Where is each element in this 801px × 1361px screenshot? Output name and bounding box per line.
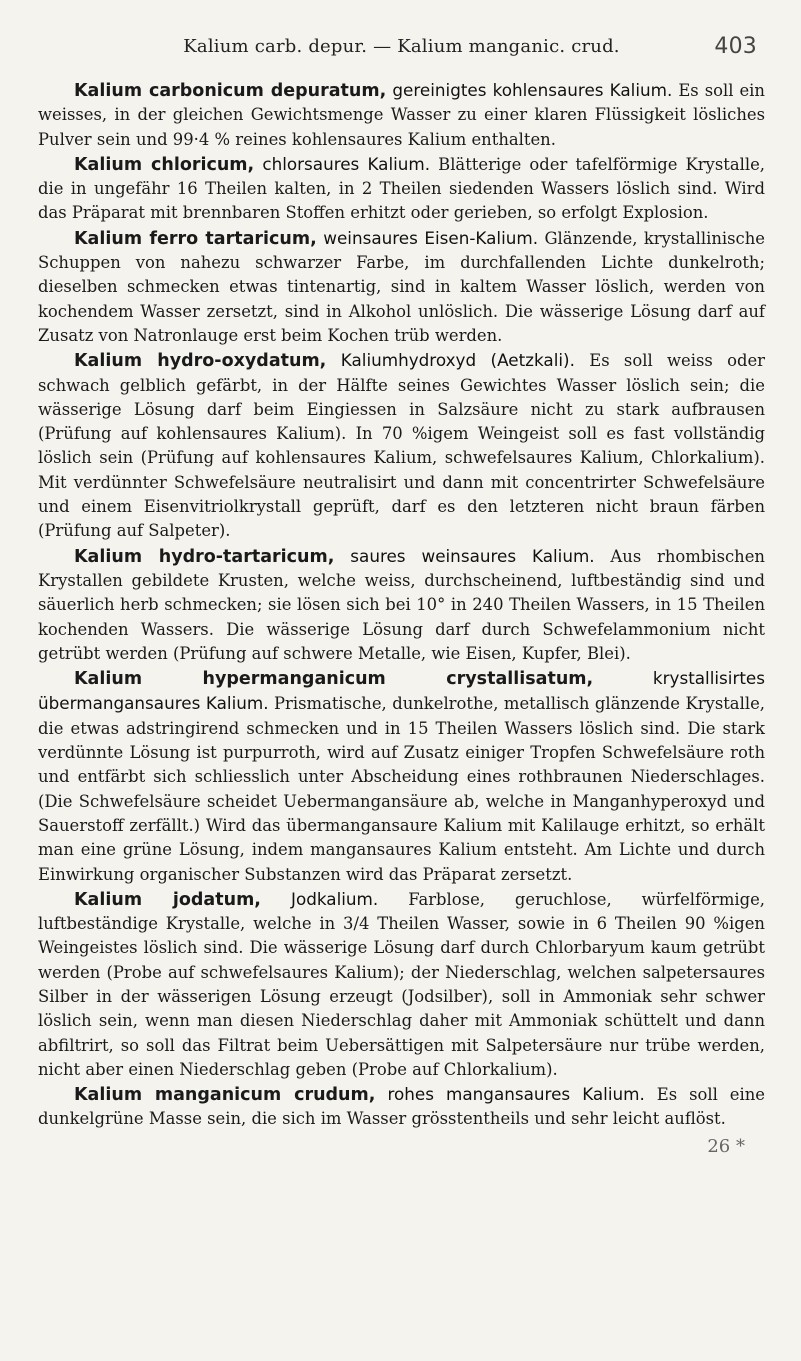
entry-text: Es soll eine dunkelgrüne Masse sein, die sich im Wasser grösstentheils und sehr leicht auflöst.	[38, 1085, 765, 1129]
entry-german-name: rohes mangansaures Kalium.	[375, 1084, 645, 1105]
entry-text: Glänzende, krystallinische Schuppen von nahezu schwarzer Farbe, im durchfallenden Lichte dunkelroth; dieselben schmecken etwas tintenartig, sind in kaltem Wasser löslich, werden von kochendem Wasser zersetzt, sind in Alkohol unlöslich. Die wässerige Lösung darf auf Zusatz von Natronlauge erst beim Kochen trüb werden.	[38, 228, 765, 345]
page-number: 403	[714, 34, 757, 59]
entry-title: Kalium jodatum,	[74, 889, 261, 910]
entry-german-name: Jodkalium.	[260, 888, 379, 909]
entry-title: Kalium hydro-oxydatum,	[74, 351, 327, 372]
entry-german-name: chlorsaures Kalium.	[254, 153, 431, 174]
entry	[38, 348, 765, 543]
entry-text: Es soll ein weisses, in der gleichen Gewichtsmenge Wasser zu einer klaren Flüssigkeit lösliches Pulver sein und 99·4 % reines kohlensaures Kalium enthalten.	[38, 81, 765, 149]
entry-title: Kalium hydro-tartaricum,	[74, 546, 335, 567]
entry-german-name: krystallisirtes übermangansaures Kalium.	[38, 668, 765, 714]
entries-list	[38, 78, 765, 1132]
entry-title: Kalium carbonicum depuratum,	[74, 81, 387, 101]
entry-text: Es soll weiss oder schwach gelblich gefärbt, in der Hälfte seines Gewichtes Wasser löslich sein; die wässerige Lösung darf beim Eingiessen in Salzsäure nicht zu stark aufbrausen (Prüfung auf kohlensaures Kalium). In 70 %igem Weingeist soll es fast vollständig löslich sein (Prüfung auf kohlensaures Kalium, schwefelsaures Kalium, Chlorkalium). Mit verdünnter Schwefelsäure neutralisirt und dann mit concentrirter Schwefelsäure und einem Eisenvitriolkrystall geprüft, darf es den letzteren nicht braun färben (Prüfung auf Salpeter).	[38, 351, 766, 541]
entry-title: Kalium hypermanganicum crystallisatum,	[74, 669, 594, 690]
entry	[38, 1082, 765, 1132]
entry	[38, 887, 765, 1082]
signature-mark: 26 *	[707, 1135, 745, 1157]
entry	[38, 226, 765, 348]
entry-text: Farblose, geruchlose, würfelförmige, luftbeständige Krystalle, welche in 3/4 Theilen Wasser, sowie in 6 Theilen 90 %igen Weingeistes löslich sind. Die wässerige Lösung darf durch Chlorbaryum kaum getrübt werden (Probe auf schwefelsaures Kalium); der Niederschlag, welchen salpetersaures Silber in der wässerigen Lösung erzeugt (Jodsilber), soll in Ammoniak sehr schwer löslich sein, wenn man diesen Niederschlag daher mit Ammoniak schüttelt und dann abfiltrirt, so soll das Filtrat beim Uebersättigen mit Salpetersäure nur trübe werden, nicht aber einen Niederschlag geben (Probe auf Chlorkalium).	[38, 889, 766, 1079]
entry-text: Prismatische, dunkelrothe, metallisch glänzende Krystalle, die etwas adstringirend schmecken und in 15 Theilen Wassers löslich sind. Die stark verdünnte Lösung ist purpurroth, wird auf Zusatz einiger Tropfen Schwefelsäure roth und entfärbt sich schliesslich unter Abscheidung eines rothbraunen Niederschlages. (Die Schwefelsäure scheidet Uebermangansäure ab, welche in Manganhyperoxyd und Sauerstoff zerfällt.) Wird das übermangansaure Kalium mit Kalilauge erhitzt, so erhält man eine grüne Lösung, indem mangansaures Kalium entsteht. Am Lichte und durch Einwirkung organischer Substanzen wird das Präparat zersetzt.	[38, 694, 765, 884]
entry-german-name: gereinigtes kohlensaures Kalium.	[386, 80, 673, 100]
entry	[38, 544, 765, 666]
entry-german-name: saures weinsaures Kalium.	[334, 545, 595, 566]
entry-german-name: weinsaures Eisen-Kalium.	[316, 227, 539, 248]
entry	[38, 666, 765, 887]
running-head-text: Kalium carb. depur. — Kalium manganic. crud.	[183, 36, 620, 57]
entry	[38, 78, 765, 152]
entry	[38, 152, 765, 226]
entry-title: Kalium ferro tartaricum,	[74, 228, 317, 249]
entry-title: Kalium manganicum crudum,	[74, 1085, 376, 1106]
entry-text: Aus rhombischen Krystallen gebildete Krusten, welche weiss, durchscheinend, luftbeständig sind und säuerlich herb schmecken; sie lösen sich bei 10° in 240 Theilen Wassers, in 15 Theilen kochenden Wassers. Die wässerige Lösung darf durch Schwefelammonium nicht getrübt werden (Prüfung auf schwere Metalle, wie Eisen, Kupfer, Blei).	[38, 546, 765, 663]
entry-text: Blätterige oder tafelförmige Krystalle, die in ungefähr 16 Theilen kalten, in 2 Theilen siedenden Wassers löslich sind. Wird das Präparat mit brennbaren Stoffen erhitzt oder gerieben, so erfolgt Explosion.	[38, 154, 765, 223]
entry-title: Kalium chloricum,	[74, 154, 255, 175]
running-head	[38, 30, 765, 64]
entry-german-name: Kaliumhydroxyd (Aetzkali).	[326, 350, 575, 371]
